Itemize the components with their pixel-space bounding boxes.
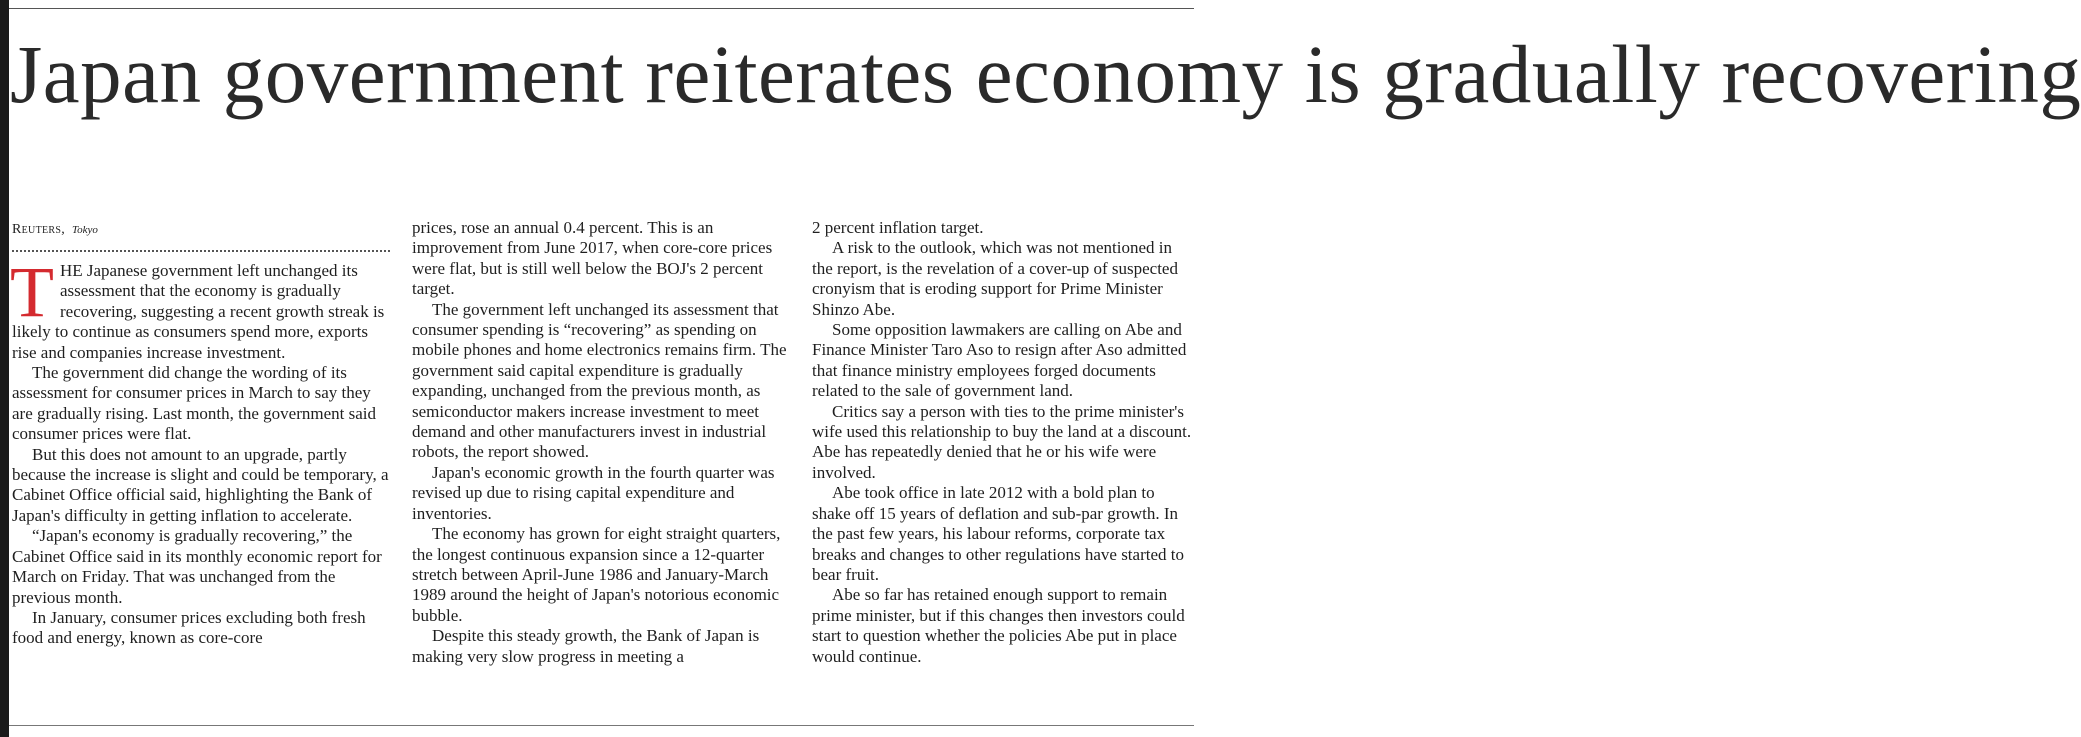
paragraph: The government left unchanged its assessment that consumer spending is “recovering” as spending on mobile phones and home electronics remains firm. The government said capital expenditure is gradually expanding, unchanged from the previous month, as semiconductor makers increase investment to meet demand and other manufacturers invest in industrial robots, the report showed. (412, 299, 787, 462)
paragraph-text: HE Japanese government left unchanged its assessment that the economy is gradually recovering, suggesting a recent growth streak is likely to continue as consumers spend more, exports rise and companies increase investment. (12, 261, 385, 362)
paragraph: Critics say a person with ties to the prime minister's wife used this relationship to buy the land at a discount. Abe has repeatedly denied that he or his wife were involved. (812, 401, 1192, 482)
paragraph: The government did change the wording of its assessment for consumer prices in March to say they are gradually rising. Last month, the government said consumer prices were flat. (12, 363, 376, 444)
paragraph: Abe took office in late 2012 with a bold plan to shake off 15 years of deflation and sub-par growth. In the past few years, his labour reforms, corporate tax breaks and changes to other regulations have started to bear fruit. (812, 483, 1184, 584)
bottom-rule (9, 725, 1194, 726)
paragraph: The economy has grown for eight straight quarters, the longest continuous expansion since a 12-quarter stretch between April-June 1986 and January-March 1989 around the height of Japan's notorious economic bubble. (412, 524, 781, 625)
page-edge-shadow (0, 0, 9, 737)
paragraph: 2 percent inflation target. (812, 218, 984, 237)
paragraph-lead (10, 252, 394, 363)
paragraph: But this does not amount to an upgrade, partly because the increase is slight and could be temporary, a Cabinet Office official said, highlighting the Bank of Japan's difficulty in getting inflation to accelerate. (12, 444, 389, 525)
byline-agency: Reuters, (12, 222, 66, 237)
paragraph: A risk to the outlook, which was not mentioned in the report, is the revelation of a cover-up of suspected cronyism that is eroding support for Prime Minister Shinzo Abe. (812, 238, 1178, 319)
article-column-2 (412, 218, 794, 667)
paragraph: Despite this steady growth, the Bank of Japan is making very slow progress in meeting a (412, 626, 760, 666)
paragraph: Abe so far has retained enough support to remain prime minister, but if this changes then investors could start to question whether the policies Abe put in place would continue. (812, 585, 1185, 666)
top-rule (9, 8, 1194, 9)
headline: Japan government reiterates economy is gradually recovering (10, 28, 2081, 120)
article-column-1 (10, 252, 394, 649)
byline (12, 222, 98, 237)
paragraph: Some opposition lawmakers are calling on Abe and Finance Minister Taro Aso to resign after Aso admitted that finance ministry employees forged documents related to the sale of government land. (812, 320, 1187, 401)
paragraph: “Japan's economy is gradually recovering,” the Cabinet Office said in its monthly economic report for March on Friday. That was unchanged from the previous month. (12, 526, 382, 607)
byline-dotted-rule (12, 250, 390, 252)
paragraph: In January, consumer prices excluding both fresh food and energy, known as core-core (12, 607, 366, 648)
paragraph: prices, rose an annual 0.4 percent. This is an improvement from June 2017, when core-core prices were flat, but is still well below the BOJ's 2 percent target. (412, 218, 773, 299)
drop-cap: T (10, 252, 54, 332)
paragraph: Japan's economic growth in the fourth quarter was revised up due to rising capital expenditure and inventories. (412, 462, 775, 523)
article-column-3 (812, 218, 1192, 667)
byline-location: Tokyo (72, 224, 98, 236)
